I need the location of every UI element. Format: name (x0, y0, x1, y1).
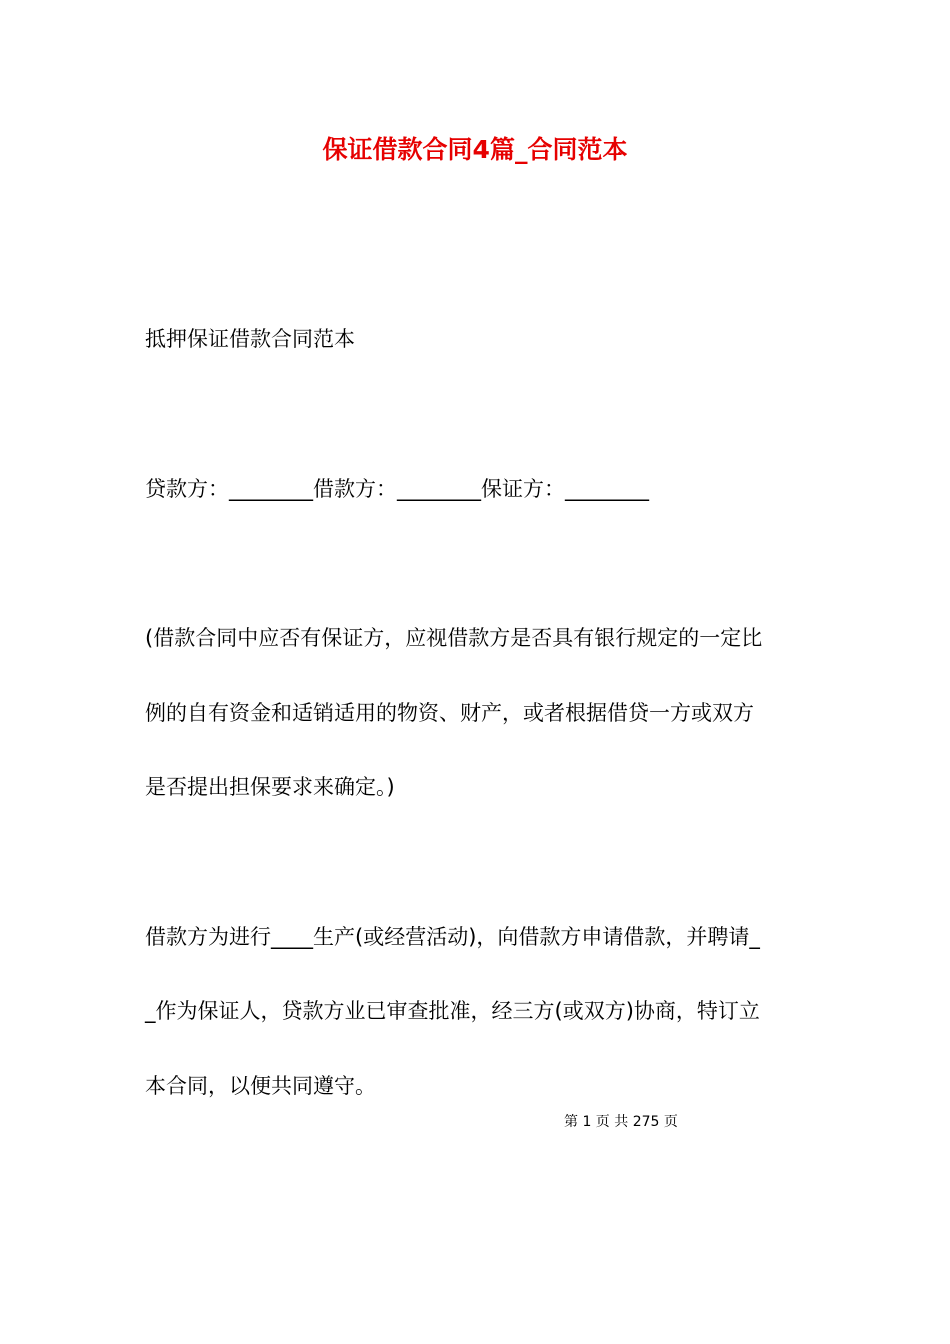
body-line-3: 本合同，以便共同遵守。 (145, 1074, 376, 1098)
page-indicator: 第 1 页 共 275 页 (564, 1114, 678, 1130)
document-title: 保证借款合同4篇_合同范本 (322, 135, 628, 164)
body-line-1: 借款方为进行____生产(或经营活动)，向借款方申请借款，并聘请_ (145, 925, 760, 949)
section-heading: 抵押保证借款合同范本 (145, 327, 355, 351)
note-line-1: (借款合同中应否有保证方，应视借款方是否具有银行规定的一定比 (145, 626, 763, 650)
parties-line: 贷款方：________借款方：________保证方：________ (145, 477, 649, 501)
note-line-2: 例的自有资金和适销适用的物资、财产，或者根据借贷一方或双方 (145, 701, 754, 725)
body-line-2: _作为保证人，贷款方业已审查批准，经三方(或双方)协商，特订立 (145, 999, 760, 1023)
note-line-3: 是否提出担保要求来确定。) (145, 775, 395, 799)
